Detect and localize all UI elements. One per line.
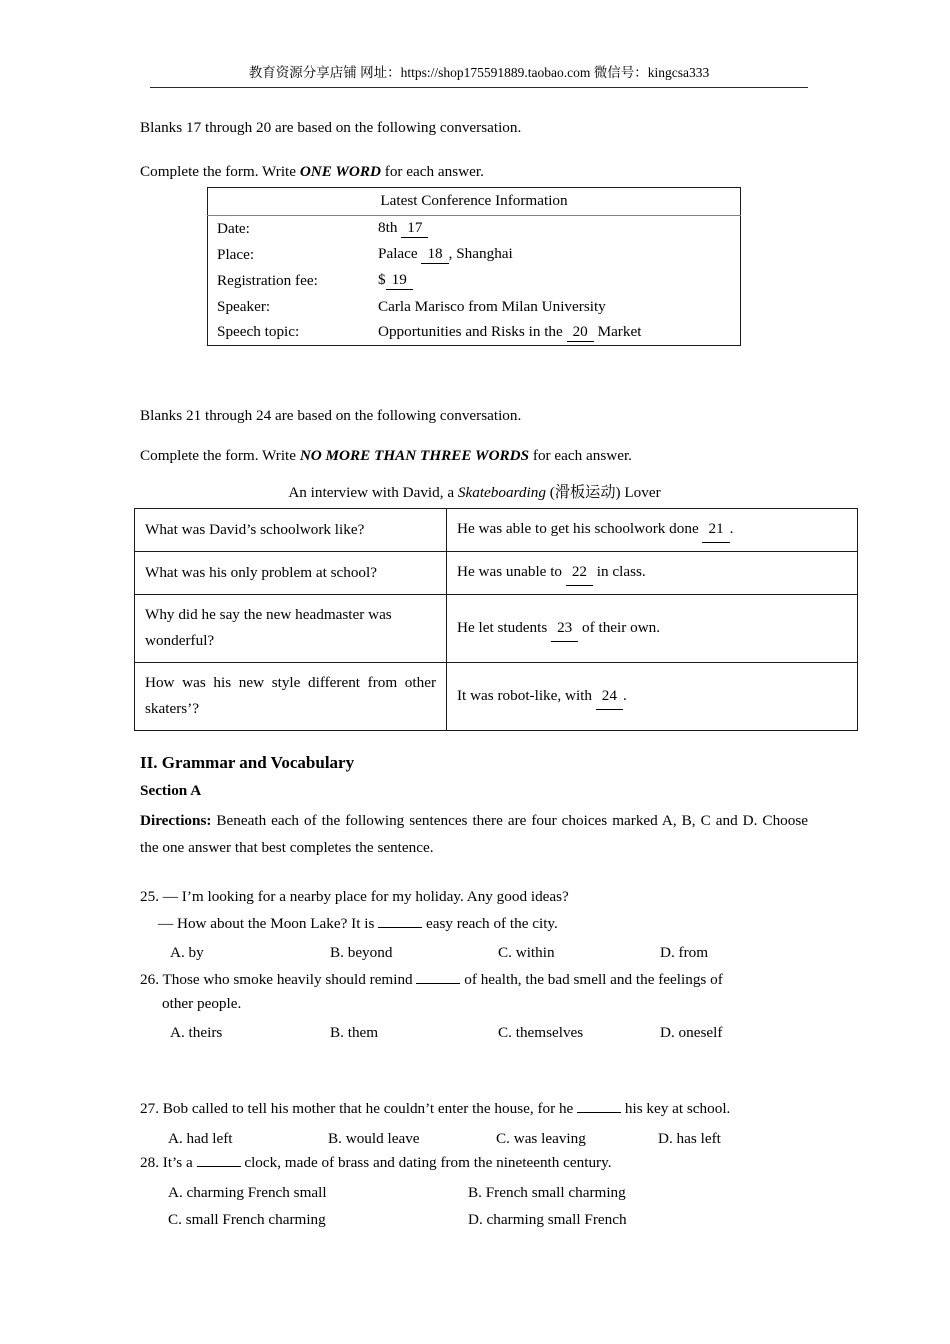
table-row (208, 242, 741, 268)
answer-blank-23[interactable]: 23 (551, 615, 578, 642)
value-text: $ (378, 271, 386, 288)
header-divider (150, 87, 808, 88)
answer-blank-20[interactable]: 20 (567, 323, 594, 342)
value-text-after: , Shanghai (448, 245, 513, 262)
answer-blank-24[interactable]: 24 (596, 683, 623, 710)
table-row (135, 509, 858, 552)
row-value-date (378, 216, 741, 242)
table-row (208, 294, 741, 320)
interview-question: What was David’s schoolwork like? (135, 509, 447, 552)
table-row (208, 268, 741, 294)
instruction-emphasis: NO MORE THAN THREE WORDS (299, 447, 530, 464)
option-d[interactable]: D. has left (658, 1130, 721, 1147)
interview-answer (447, 595, 858, 663)
option-a[interactable]: A. by (170, 944, 204, 961)
conference-information-table (207, 187, 741, 346)
answer-blank-27[interactable] (577, 1112, 621, 1113)
page-header-text: 教育资源分享店铺 网址：https://shop175591889.taobao.com 微信号：kingcsa333 (248, 65, 710, 80)
question-27-stem (140, 1098, 730, 1119)
answer-blank-19[interactable]: 19 (386, 271, 413, 290)
instruction-prefix: Complete the form. Write (140, 447, 300, 464)
option-c[interactable]: C. small French charming (168, 1211, 326, 1228)
answer-text-after: . (622, 686, 627, 704)
instruction-prefix: Complete the form. Write (140, 163, 300, 180)
question-text-after: of health, the bad smell and the feelings of (460, 971, 723, 988)
listening-2-intro: Blanks 21 through 24 are based on the following conversation. (140, 407, 522, 424)
question-text-after: his key at school. (621, 1100, 731, 1117)
question-25-stem-line1 (140, 886, 569, 907)
option-d[interactable]: D. oneself (660, 1024, 723, 1041)
title-prefix: An interview with David, a (288, 484, 458, 501)
answer-blank-26[interactable] (416, 983, 460, 984)
interview-table-title (134, 482, 815, 503)
table-header-row (208, 188, 741, 216)
instruction-emphasis: ONE WORD (299, 163, 381, 180)
answer-text-after: in class. (593, 563, 646, 580)
option-d[interactable]: D. charming small French (468, 1211, 627, 1228)
option-c[interactable]: C. was leaving (496, 1130, 586, 1147)
listening-2-instruction (140, 445, 632, 466)
section-a-label: Section A (140, 782, 202, 799)
option-a[interactable]: A. theirs (170, 1024, 223, 1041)
answer-blank-21[interactable]: 21 (702, 516, 729, 543)
row-label-topic: Speech topic: (217, 323, 300, 341)
row-label-place: Place: (217, 245, 255, 263)
question-25-options (170, 939, 708, 966)
question-number: 27. (140, 1100, 159, 1117)
table-row (208, 216, 741, 242)
answer-blank-17[interactable]: 17 (401, 219, 428, 238)
question-number: 26. (140, 971, 159, 988)
interview-answer (447, 552, 858, 595)
interview-question: How was his new style different from other skaters’? (135, 663, 447, 731)
interview-question: Why did he say the new headmaster was wonderful? (135, 595, 447, 663)
interview-question: What was his only problem at school? (135, 552, 447, 595)
directions-text: Beneath each of the following sentences there are four choices marked A, B, C and D. Choose the one answer that best completes the sentence. (140, 812, 808, 856)
value-text: Opportunities and Risks in the (378, 322, 567, 340)
row-label-speaker: Speaker: (217, 297, 271, 315)
interview-answer (447, 663, 858, 731)
question-28-stem (140, 1152, 612, 1173)
instruction-suffix: for each answer. (529, 447, 632, 464)
grammar-directions (140, 807, 808, 861)
answer-blank-18[interactable]: 18 (421, 245, 448, 264)
question-text: Those who smoke heavily should remind (162, 971, 417, 988)
option-c[interactable]: C. themselves (498, 1024, 584, 1041)
option-b[interactable]: B. would leave (328, 1130, 420, 1147)
title-emphasis: Skateboarding (457, 484, 546, 501)
question-27-options (168, 1125, 721, 1152)
listening-1-intro: Blanks 17 through 20 are based on the following conversation. (140, 119, 522, 136)
question-26-stem-line2: other people. (162, 995, 242, 1012)
option-b[interactable]: B. beyond (330, 944, 393, 961)
instruction-suffix: for each answer. (380, 163, 484, 180)
grammar-section-heading: II. Grammar and Vocabulary (140, 753, 355, 772)
answer-text-after: . (729, 520, 734, 537)
table-row (135, 663, 858, 731)
row-value-fee (378, 268, 741, 294)
question-28-options-row1 (168, 1179, 626, 1206)
directions-label: Directions: (140, 812, 212, 829)
answer-text: He was unable to (457, 563, 566, 580)
option-b[interactable]: B. French small charming (468, 1184, 626, 1201)
title-suffix: (滑板运动) Lover (545, 484, 661, 501)
question-text: Bob called to tell his mother that he couldn’t enter the house, for he (162, 1100, 578, 1117)
question-28-options-row2 (168, 1206, 627, 1233)
table-row (208, 320, 741, 346)
option-a[interactable]: A. had left (168, 1130, 233, 1147)
question-26-stem (140, 966, 808, 993)
interview-table (134, 508, 858, 731)
answer-text: He was able to get his schoolwork done (457, 520, 703, 537)
answer-text: He let students (457, 618, 552, 636)
listening-1-instruction (140, 161, 484, 182)
row-label-date: Date: (217, 219, 250, 237)
row-value-speaker: Carla Marisco from Milan University (378, 297, 606, 315)
row-value-place (378, 242, 741, 268)
option-b[interactable]: B. them (330, 1024, 379, 1041)
value-text: 8th (378, 219, 402, 237)
question-number: 28. (140, 1154, 159, 1171)
question-text: It’s a (162, 1154, 197, 1171)
option-c[interactable]: C. within (498, 944, 555, 961)
answer-text: It was robot-like, with (457, 686, 596, 704)
interview-answer (447, 509, 858, 552)
question-text: — I’m looking for a nearby place for my holiday. Any good ideas? (162, 888, 569, 905)
row-value-topic (378, 320, 741, 346)
question-text-after: easy reach of the city. (422, 915, 558, 932)
answer-blank-28[interactable] (197, 1166, 241, 1167)
table-row (135, 595, 858, 663)
question-number: 25. (140, 888, 159, 905)
value-text-after: Market (593, 322, 642, 340)
option-a[interactable]: A. charming French small (168, 1184, 327, 1201)
question-text: — How about the Moon Lake? It is (158, 915, 379, 932)
question-text-after: clock, made of brass and dating from the nineteenth century. (240, 1154, 612, 1171)
question-25-stem-line2 (158, 913, 558, 934)
option-d[interactable]: D. from (660, 944, 709, 961)
question-26-options (170, 1019, 722, 1046)
row-label-fee: Registration fee: (217, 271, 318, 289)
answer-text-after: of their own. (578, 618, 661, 636)
table-row (135, 552, 858, 595)
value-text: Palace (378, 245, 422, 262)
conference-table-title: Latest Conference Information (208, 188, 741, 216)
answer-blank-25[interactable] (378, 927, 422, 928)
answer-blank-22[interactable]: 22 (566, 559, 593, 586)
